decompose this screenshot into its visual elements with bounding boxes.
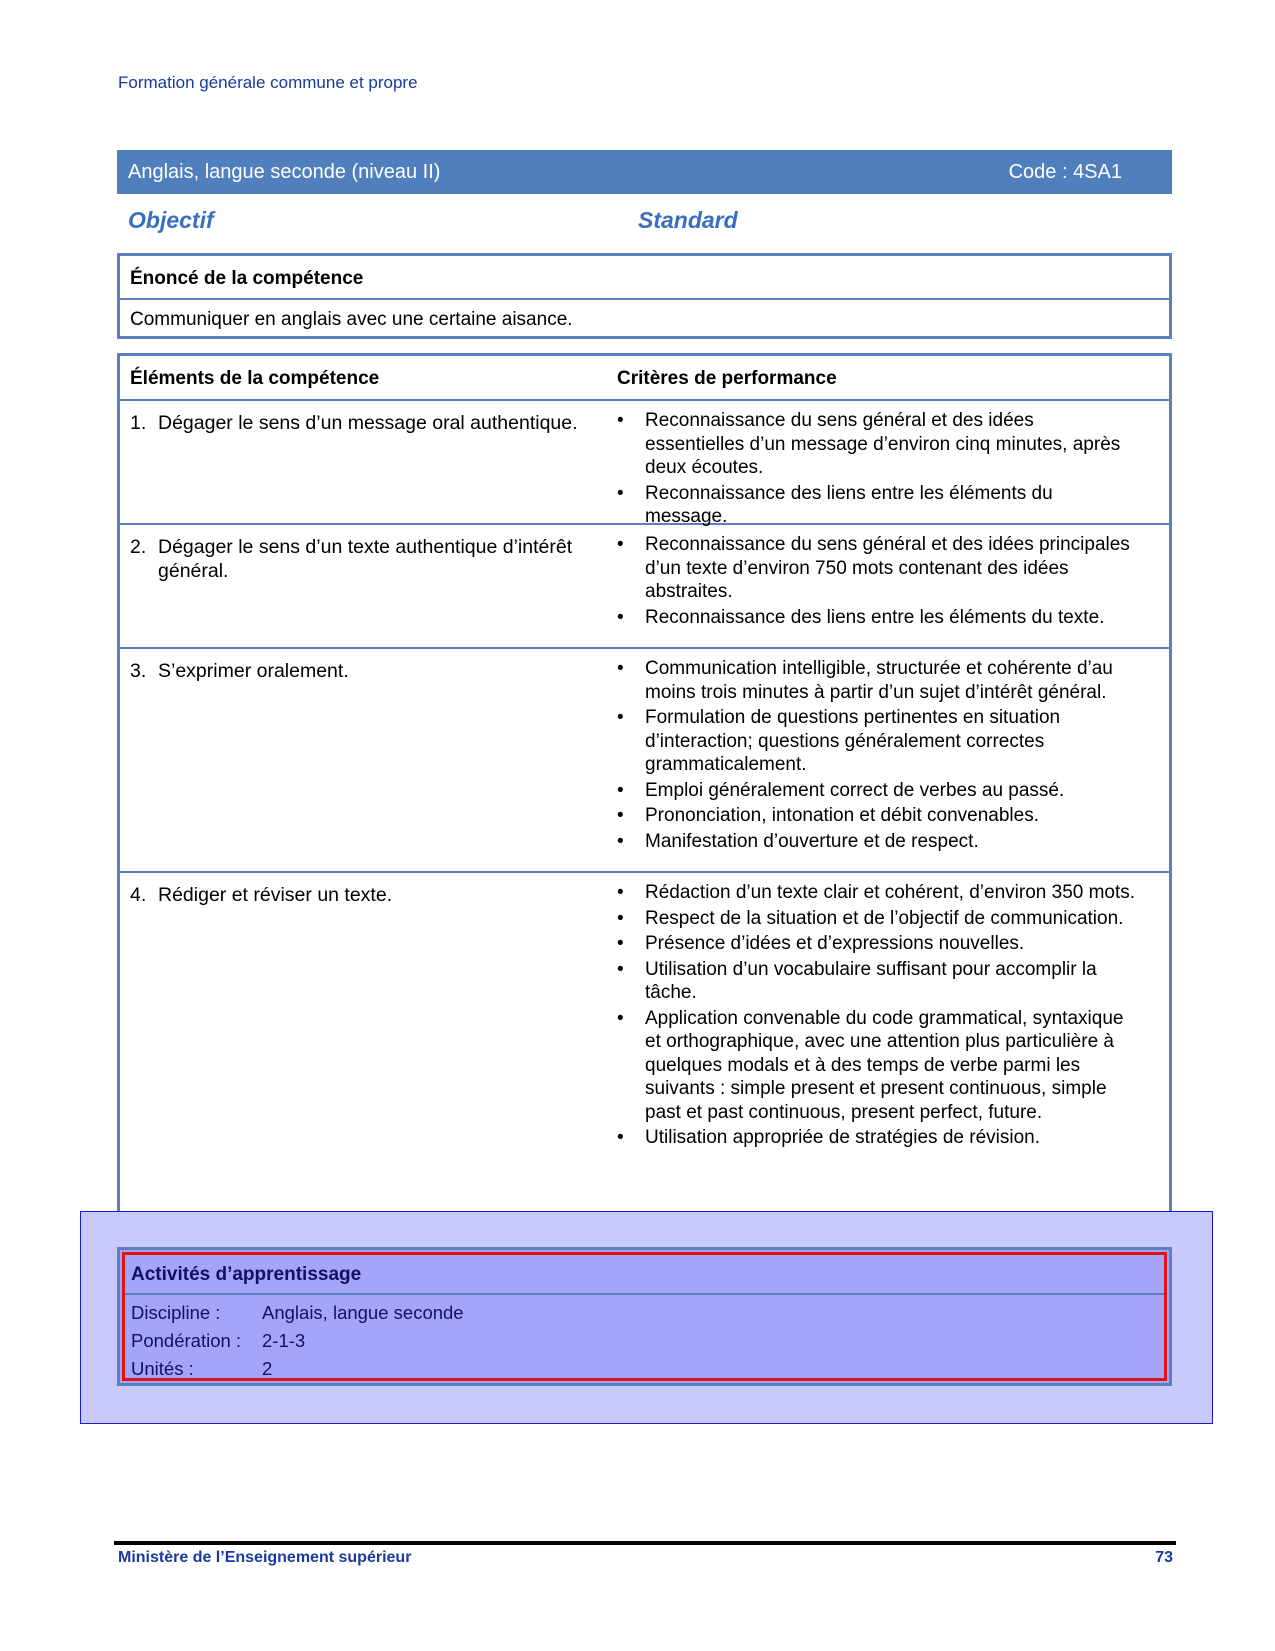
- activities-title: Activités d’apprentissage: [125, 1255, 1164, 1295]
- standard-label: Standard: [638, 207, 738, 233]
- criteria-item: • Reconnaissance du sens général et des idées principales d’un texte d’environ 750 mots contenant des idées abstraites.: [617, 533, 1137, 604]
- criteria-item: • Rédaction d’un texte clair et cohérent, d’environ 350 mots.: [617, 881, 1137, 905]
- criteria-list: [617, 409, 1137, 531]
- competence-heading: Énoncé de la compétence: [120, 256, 1169, 300]
- discipline-label: Discipline :: [131, 1302, 221, 1323]
- footer-divider: [114, 1541, 1176, 1545]
- table-row: [120, 401, 1169, 525]
- col-elements-header: Éléments de la compétence: [130, 368, 380, 389]
- units-value: 2: [262, 1358, 273, 1379]
- course-banner: [117, 150, 1172, 194]
- element-cell: 3. S’exprimer oralement.: [130, 660, 349, 682]
- criteria-item: • Présence d’idées et d’expressions nouvelles.: [617, 932, 1137, 956]
- criteria-item: • Prononciation, intonation et débit convenables.: [617, 804, 1137, 828]
- units-label: Unités :: [131, 1358, 194, 1379]
- course-code: Code : 4SA1: [1008, 160, 1122, 183]
- criteria-item: • Emploi généralement correct de verbes au passé.: [617, 779, 1137, 803]
- ponderation-value: 2-1-3: [262, 1330, 306, 1351]
- course-title: Anglais, langue seconde (niveau II): [128, 160, 441, 183]
- criteria-item: • Reconnaissance des liens entre les éléments du texte.: [617, 606, 1137, 630]
- ponderation-line: [131, 1327, 1158, 1355]
- discipline-value: Anglais, langue seconde: [262, 1302, 464, 1323]
- criteria-item: • Utilisation d’un vocabulaire suffisant pour accomplir la tâche.: [617, 958, 1137, 1005]
- units-line: [131, 1355, 1158, 1383]
- page-footer: [118, 1549, 1173, 1567]
- table-row: [120, 873, 1169, 1213]
- elements-table-header: [120, 356, 1169, 401]
- criteria-item: • Reconnaissance des liens entre les éléments du message.: [617, 482, 1137, 529]
- objective-standard-row: [128, 207, 748, 237]
- criteria-item: • Manifestation d’ouverture et de respect.: [617, 830, 1137, 854]
- criteria-item: • Respect de la situation et de l’objectif de communication.: [617, 907, 1137, 931]
- criteria-item: • Communication intelligible, structurée et cohérente d’au moins trois minutes à partir d’un sujet d’intérêt général.: [617, 657, 1137, 704]
- criteria-item: • Formulation de questions pertinentes en situation d’interaction; questions généralement correctes grammaticalement.: [617, 706, 1137, 777]
- footer-ministry: Ministère de l’Enseignement supérieur: [118, 1549, 412, 1566]
- activities-details: [125, 1295, 1164, 1387]
- element-cell: 2. Dégager le sens d’un texte authentique d’intérêt général.: [130, 536, 573, 582]
- activities-box: [117, 1247, 1172, 1386]
- criteria-item: • Application convenable du code grammatical, syntaxique et orthographique, avec une attention plus particulière à quelques modals et à des temps de verbe parmi les suivants : simple present et present continuous, simple past et past continuous, present perfect, future.: [617, 1007, 1137, 1125]
- document-header: Formation générale commune et propre: [118, 73, 418, 92]
- discipline-line: [131, 1299, 1158, 1327]
- criteria-list: [617, 881, 1137, 1152]
- col-criteria-header: Critères de performance: [617, 368, 837, 389]
- criteria-item: • Reconnaissance du sens général et des idées essentielles d’un message d’environ cinq minutes, après deux écoutes.: [617, 409, 1137, 480]
- criteria-list: [617, 657, 1137, 855]
- table-row: [120, 525, 1169, 649]
- criteria-item: • Utilisation appropriée de stratégies de révision.: [617, 1126, 1137, 1150]
- element-cell: 1. Dégager le sens d’un message oral authentique.: [130, 412, 578, 434]
- competence-box: [117, 253, 1172, 339]
- element-cell: 4. Rédiger et réviser un texte.: [130, 884, 393, 906]
- criteria-list: [617, 533, 1137, 631]
- elements-table: [117, 353, 1172, 1233]
- ponderation-label: Pondération :: [131, 1330, 242, 1351]
- activities-inner-frame: [122, 1252, 1167, 1381]
- table-row: [120, 649, 1169, 873]
- objectif-label: Objectif: [128, 207, 214, 233]
- page-number: 73: [1155, 1549, 1173, 1566]
- competence-statement: Communiquer en anglais avec une certaine aisance.: [130, 309, 573, 330]
